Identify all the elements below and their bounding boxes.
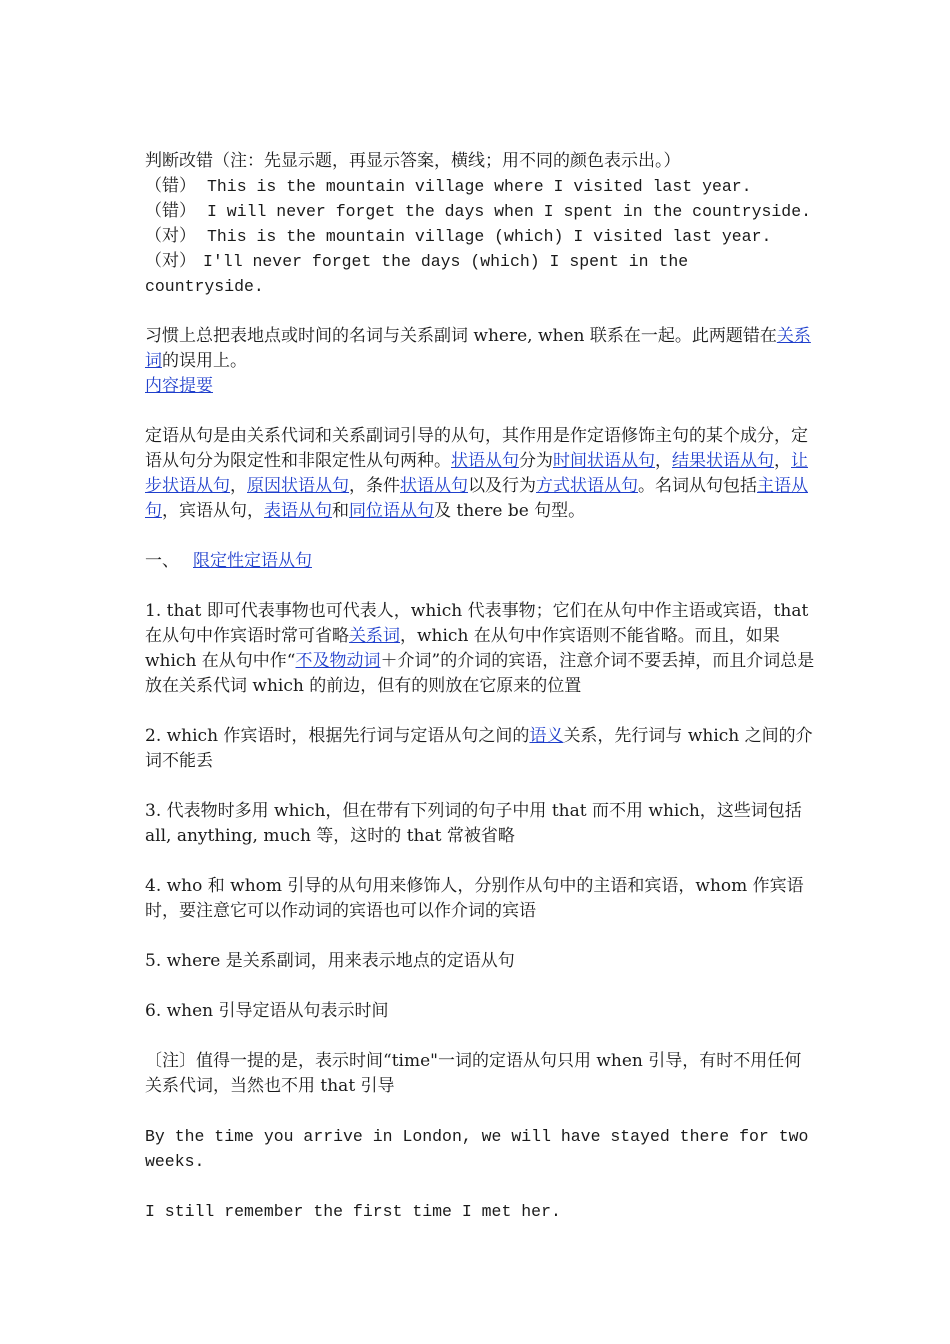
link-cause-clause[interactable]: 原因状语从句 (247, 476, 349, 496)
rule-2: 2. which 作宾语时，根据先行词与定语从句之间的语义关系，先行词与 which 之间的介词不能丢 (145, 726, 813, 771)
quiz-sentence: I will never forget the days when I spent in the countryside. (207, 202, 811, 221)
quiz-instruction: 判断改错（注：先显示题，再显示答案，横线；用不同的颜色表示出。） (145, 151, 681, 171)
link-content-summary[interactable]: 内容提要 (145, 376, 213, 396)
quiz-item (145, 224, 815, 249)
link-adverbial-clause[interactable]: 状语从句 (451, 451, 519, 471)
explanation-paragraph: 习惯上总把表地点或时间的名词与关系副词 where, when 联系在一起。此两题错在关系词的误用上。 (145, 326, 811, 371)
intro-paragraph: 定语从句是由关系代词和关系副词引导的从句，其作用是作定语修饰主句的某个成分，定语从句分为限定性和非限定性从句两种。状语从句分为时间状语从句，结果状语从句，让步状语从句，原因状语从句，条件状语从句以及行为方式状语从句。名词从句包括主语从句，宾语从句，表语从句和同位语从句及 there be 句型。 (145, 426, 808, 521)
answer-mark: （错） (145, 176, 196, 196)
link-appositive-clause[interactable]: 同位语从句 (349, 501, 434, 521)
quiz-item (145, 199, 815, 224)
answer-mark: （错） (145, 201, 196, 221)
section-heading (145, 549, 815, 574)
answer-mark: （对） (145, 251, 196, 271)
link-semantics[interactable]: 语义 (529, 726, 564, 746)
link-intransitive-verb[interactable]: 不及物动词 (295, 651, 381, 671)
quiz-sentence: This is the mountain village (which) I visited last year. (207, 227, 772, 246)
quiz-sentence: I'll never forget the days (which) I spent in the countryside. (145, 252, 689, 296)
rule-5: 5. where 是关系副词，用来表示地点的定语从句 (145, 951, 515, 971)
link-predicative-clause[interactable]: 表语从句 (264, 501, 332, 521)
link-result-clause[interactable]: 结果状语从句 (672, 451, 774, 471)
link-relative-word[interactable]: 关系词 (145, 326, 811, 371)
example-sentence-1: By the time you arrive in London, we will have stayed there for two weeks. (145, 1127, 809, 1171)
note-paragraph: 〔注〕值得一提的是，表示时间“time"一词的定语从句只用 when 引导，有时不用任何关系代词，当然也不用 that 引导 (145, 1051, 802, 1096)
rule-4: 4. who 和 whom 引导的从句用来修饰人，分别作从句中的主语和宾语，whom 作宾语时，要注意它可以作动词的宾语也可以作介词的宾语 (145, 876, 804, 921)
link-subject-clause[interactable]: 主语从句 (145, 476, 808, 521)
rule-1: 1. that 即可代表事物也可代表人，which 代表事物；它们在从句中作主语或宾语，that 在从句中作宾语时常可省略关系词，which 在从句中作宾语则不能省略。而且，如果 which 在从句中作“不及物动词＋介词”的介词的宾语，注意介词不要丢掉，而且介词总是放在关系代词 which 的前边，但有的则放在它原来的位置 (145, 601, 815, 696)
rule-6: 6. when 引导定语从句表示时间 (145, 1001, 389, 1021)
quiz-sentence: This is the mountain village where I visited last year. (207, 177, 752, 196)
link-concession-clause[interactable]: 让步状语从句 (145, 451, 808, 496)
quiz-item (145, 249, 815, 299)
quiz-item (145, 174, 815, 199)
link-condition-clause[interactable]: 状语从句 (400, 476, 468, 496)
example-sentence-2: I still remember the first time I met her. (145, 1202, 561, 1221)
link-relative-word-2[interactable]: 关系词 (349, 626, 400, 646)
link-manner-clause[interactable]: 方式状语从句 (536, 476, 638, 496)
rule-3: 3. 代表物时多用 which，但在带有下列词的句子中用 that 而不用 which，这些词包括 all, anything, much 等，这时的 that 常被省略 (145, 801, 802, 846)
link-time-clause[interactable]: 时间状语从句 (553, 451, 655, 471)
summary-paragraph (145, 374, 815, 399)
link-restrictive-clause[interactable]: 限定性定语从句 (193, 551, 312, 571)
document-page (145, 149, 815, 1224)
answer-mark: （对） (145, 226, 196, 246)
section-number: 一、 (145, 551, 179, 571)
